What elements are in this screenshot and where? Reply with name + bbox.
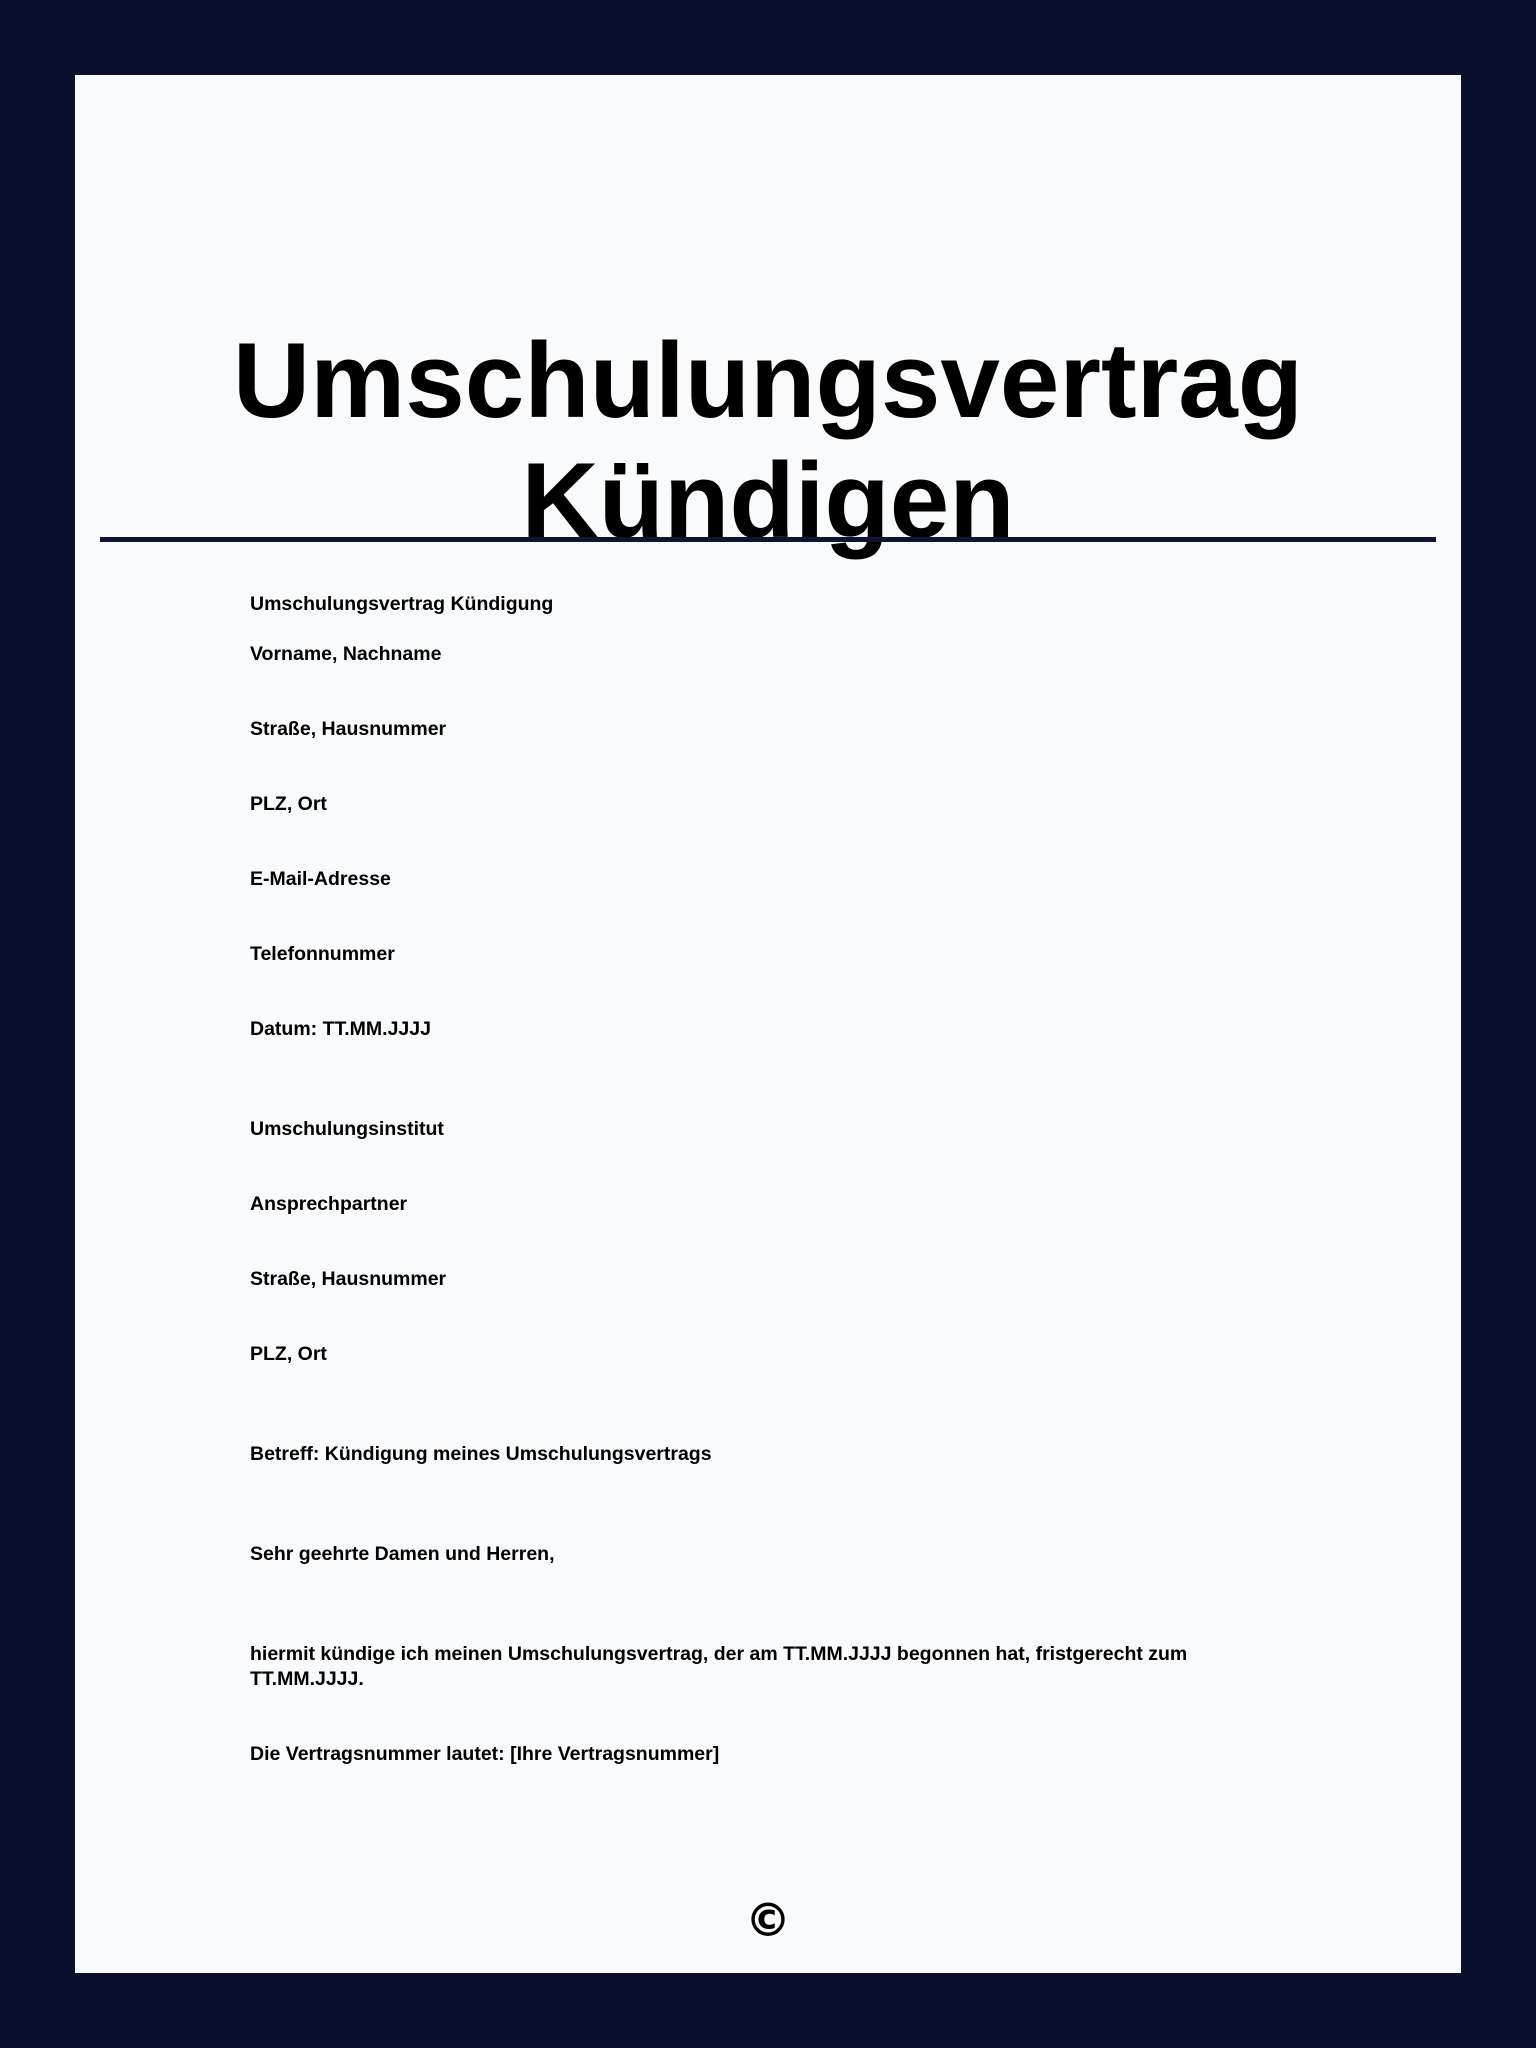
sender-email: E-Mail-Adresse bbox=[250, 868, 391, 890]
recipient-contact: Ansprechpartner bbox=[250, 1193, 408, 1215]
sender-name: Vorname, Nachname bbox=[250, 643, 442, 665]
document-heading: Umschulungsvertrag Kündigung bbox=[250, 593, 554, 615]
recipient-city: PLZ, Ort bbox=[250, 1343, 327, 1365]
letter-salutation: Sehr geehrte Damen und Herren, bbox=[250, 1543, 555, 1565]
document-page bbox=[75, 75, 1461, 1973]
title-line-2: Kündigen bbox=[521, 440, 1015, 560]
title-line-1: Umschulungsvertrag bbox=[232, 320, 1304, 440]
letter-paragraph-termination: hiermit kündige ich meinen Umschulungsvertrag, der am TT.MM.JJJJ begonnen hat, fristgerecht zum TT.MM.JJJJ. bbox=[250, 1643, 1188, 1690]
letter-paragraph-contract-number: Die Vertragsnummer lautet: [Ihre Vertragsnummer] bbox=[250, 1743, 720, 1765]
letter-subject: Betreff: Kündigung meines Umschulungsvertrags bbox=[250, 1443, 712, 1465]
recipient-street: Straße, Hausnummer bbox=[250, 1268, 447, 1290]
copyright-icon: © bbox=[745, 1893, 791, 1947]
document-title bbox=[75, 320, 1461, 560]
sender-city: PLZ, Ort bbox=[250, 793, 327, 815]
recipient-institute: Umschulungsinstitut bbox=[250, 1118, 444, 1140]
title-divider bbox=[100, 537, 1436, 542]
sender-phone: Telefonnummer bbox=[250, 943, 395, 965]
letter-date: Datum: TT.MM.JJJJ bbox=[250, 1018, 431, 1040]
sender-street: Straße, Hausnummer bbox=[250, 718, 447, 740]
